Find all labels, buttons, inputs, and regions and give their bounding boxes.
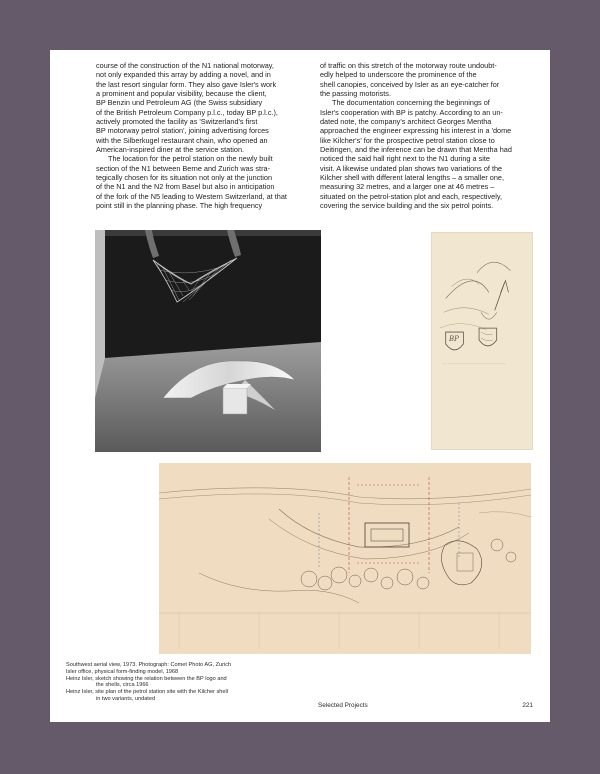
- site-plan-drawing: [159, 463, 531, 654]
- running-footer-section: Selected Projects: [318, 702, 368, 709]
- model-photo-drawing: [95, 230, 321, 452]
- caption-1: Southwest aerial view, 1973. Photograph: Comet Photo AG, Zurich: [66, 662, 232, 668]
- left-paragraph-1: course of the construction of the N1 national motorway, not only expanded this array by adding a novel, and in the last resort singular form. They also gave Isler's work a prominent and popular visibility, because the client, BP Benzin und Petroleum AG (the Swiss subsidiary of the British Petroleum Company p.l.c., today BP p.l.c.), actively promoted the facility as 'Switzerland's first BP motorway petrol station', joining advertising forces with the Silberkugel restaurant chain, who opened an American-inspired diner at the service station.: [96, 61, 278, 155]
- figure-captions: [66, 662, 306, 703]
- site-plan-svg: [159, 463, 531, 654]
- right-paragraph-2: The documentation concerning the beginnings of Isler's cooperation with BP is patchy. According to an un- dated note, the company's architect Georges Mentha approached the engineer expressing his interest in a 'dome like Kilcher's' for the prospective petrol station close to Deitingen, and the inference can be drawn that Mentha had noticed the said hall right next to the N1 during a site visit. A likewise undated plan shows two variations of the Kilcher shell with different lateral lengths – a smaller one, measuring 32 metres, and a larger one at 46 metres – situated on the petrol-station plot and each, respectively, covering the service building and the six petrol points.: [320, 98, 512, 211]
- book-page: [50, 50, 550, 722]
- right-paragraph-1: of traffic on this stretch of the motorway route undoubt- edly helped to underscore the prominence of the shell canopies, conceived by Isler as an eye-catcher for the passing motorists.: [320, 61, 500, 99]
- caption-2: Isler office, physical form-finding model, 1968: [66, 668, 179, 675]
- right-text-column: [320, 61, 536, 211]
- page-number: 221: [522, 702, 533, 709]
- left-text-column: [96, 61, 318, 211]
- caption-4: Heinz Isler, site plan of the petrol station site with the Kilcher shell: [66, 689, 228, 696]
- sketch-drawing: [432, 233, 532, 449]
- caption-4-continued: in two variants, undated: [96, 695, 156, 702]
- bp-logo-sketch: [431, 232, 533, 450]
- caption-3: Heinz Isler, sketch showing the relation between the BP logo and: [66, 675, 227, 682]
- bp-logo-sketch-text: BP: [449, 335, 459, 343]
- caption-3-continued: the shells, circa 1966: [96, 682, 149, 689]
- form-finding-model-photo: [95, 230, 321, 452]
- left-paragraph-2: The location for the petrol station on the newly built section of the N1 between Berne and Zurich was stra- tegically chosen for its situation not only at the junction of the N1 and the N2 from Basel but also in anticipation of the fork of the N5 leading to Western Switzerland, at that point still in the planning phase. The high frequency: [96, 154, 287, 211]
